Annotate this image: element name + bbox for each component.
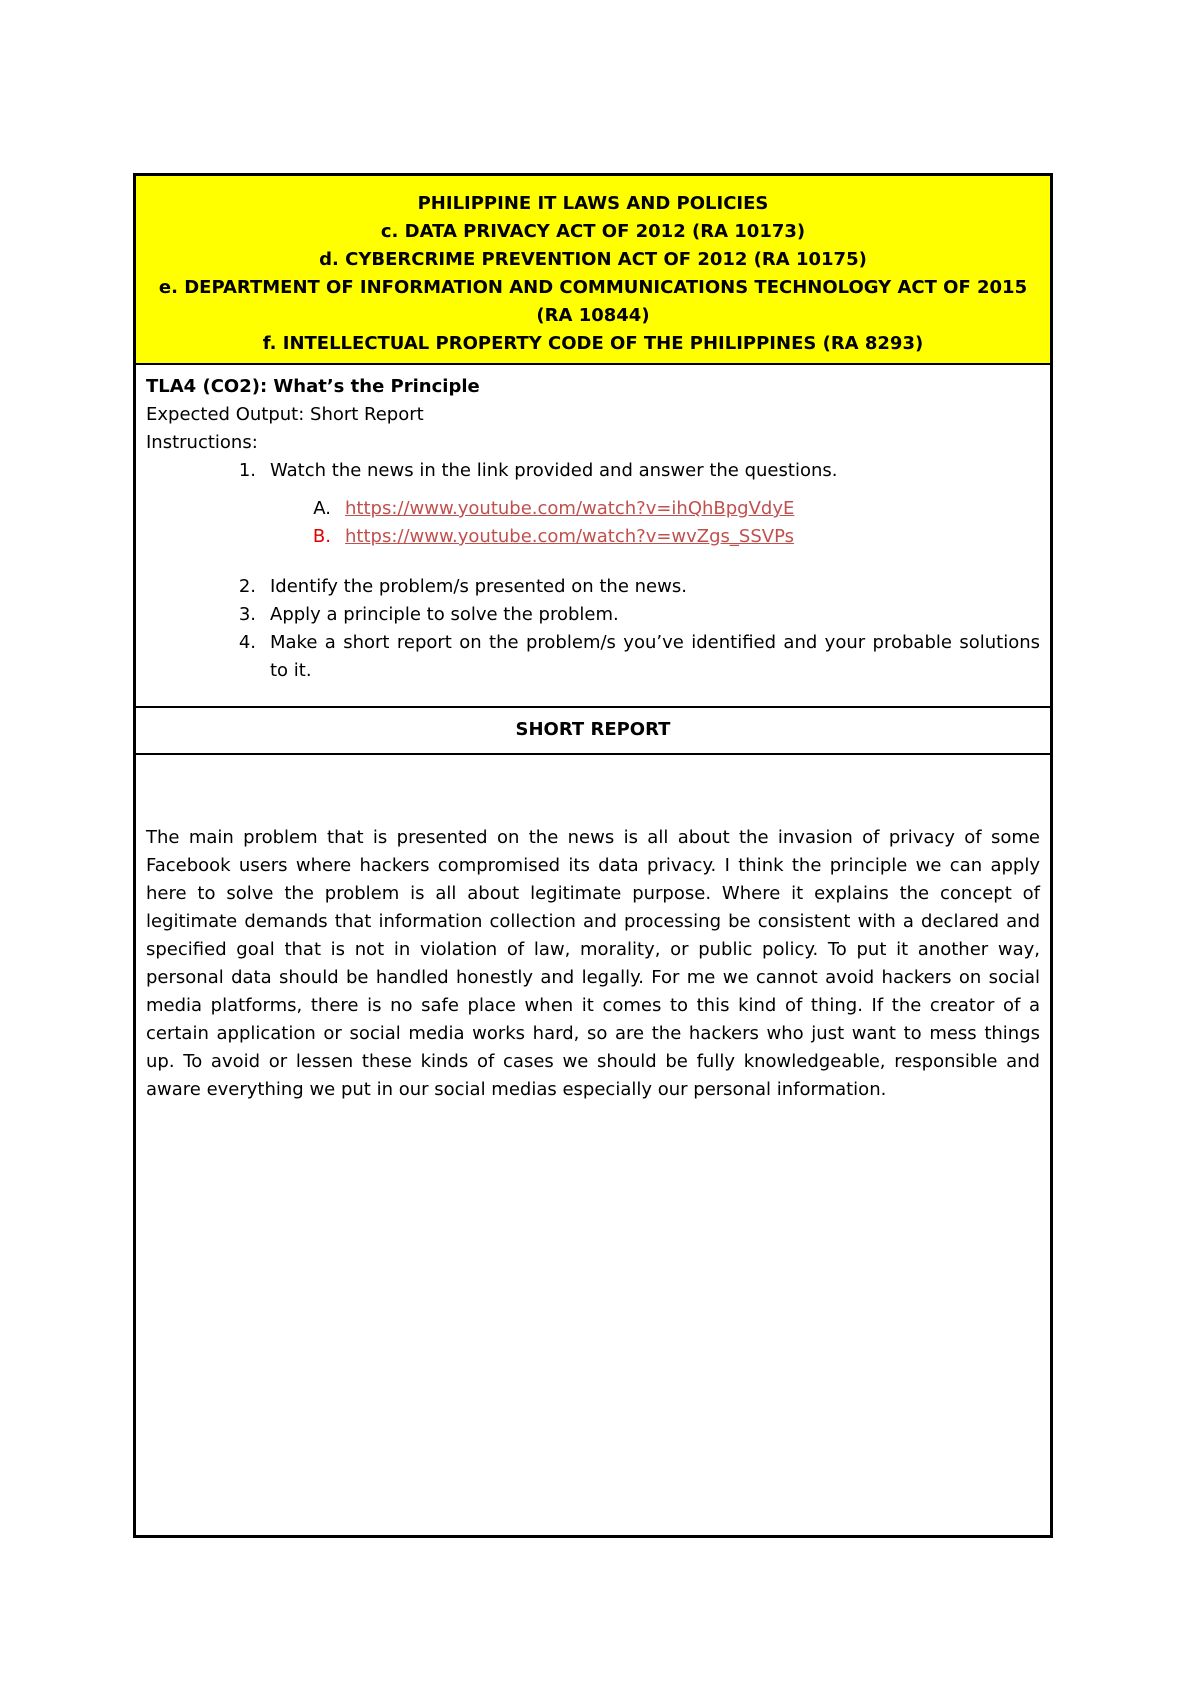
expected-output: Expected Output: Short Report (146, 404, 424, 425)
video-links (146, 495, 1040, 551)
step-4 (146, 629, 1040, 685)
instruction-steps-continued (146, 573, 1040, 685)
short-report-heading: SHORT REPORT (515, 719, 671, 740)
step-3 (146, 601, 1040, 629)
law-f: f. INTELLECTUAL PROPERTY CODE OF THE PHILIPPINES (RA 8293) (262, 333, 924, 354)
youtube-link-b[interactable]: https://www.youtube.com/watch?v=wvZgs_SSVPs (345, 526, 795, 547)
short-report-body: The main problem that is presented on the news is all about the invasion of privacy of some Facebook users where hackers compromised its data privacy. I think the principle we can apply here to solve the problem is all about legitimate purpose. Where it explains the concept of legitimate demands that information collection and processing be consistent with a declared and specified goal that is not in violation of law, morality, or public policy. To put it another way, personal data should be handled honestly and legally. For me we cannot avoid hackers on social media platforms, there is no safe place when it comes to this kind of thing. If the creator of a certain application or social media works hard, so are the hackers who just want to mess things up. To avoid or lessen these kinds of cases we should be fully knowledgeable, responsible and aware everything we put in our social medias especially our personal information. (146, 827, 1040, 1100)
activity-title: TLA4 (CO2): What’s the Principle (146, 376, 480, 397)
short-report-heading-cell (136, 708, 1050, 755)
step-number: 1. (238, 460, 256, 481)
law-d: d. CYBERCRIME PREVENTION ACT OF 2012 (RA 10175) (319, 249, 867, 270)
step-text: Make a short report on the problem/s you’ve identified and your probable solutions to it. (270, 632, 1040, 681)
instructions-cell (136, 365, 1050, 708)
link-b (146, 523, 1040, 551)
header-cell (136, 176, 1050, 365)
link-letter: B. (312, 526, 331, 547)
step-number: 2. (238, 576, 256, 597)
step-number: 3. (238, 604, 256, 625)
step-text: Apply a principle to solve the problem. (270, 604, 619, 625)
step-number: 4. (238, 632, 256, 653)
step-text: Identify the problem/s presented on the news. (270, 576, 687, 597)
step-2 (146, 573, 1040, 601)
link-a (146, 495, 1040, 523)
law-c: c. DATA PRIVACY ACT OF 2012 (RA 10173) (380, 221, 806, 242)
header-title: PHILIPPINE IT LAWS AND POLICIES (417, 193, 769, 214)
instruction-steps (146, 457, 1040, 485)
short-report-body-cell (136, 755, 1050, 1535)
youtube-link-a[interactable]: https://www.youtube.com/watch?v=ihQhBpgVdyE (345, 498, 795, 519)
law-e: e. DEPARTMENT OF INFORMATION AND COMMUNICATIONS TECHNOLOGY ACT OF 2015 (RA 10844) (158, 277, 1028, 326)
step-1 (146, 457, 1040, 485)
instructions-label: Instructions: (146, 432, 258, 453)
link-letter: A. (313, 498, 331, 519)
step-text: Watch the news in the link provided and answer the questions. (270, 460, 838, 481)
document-table (133, 173, 1053, 1538)
